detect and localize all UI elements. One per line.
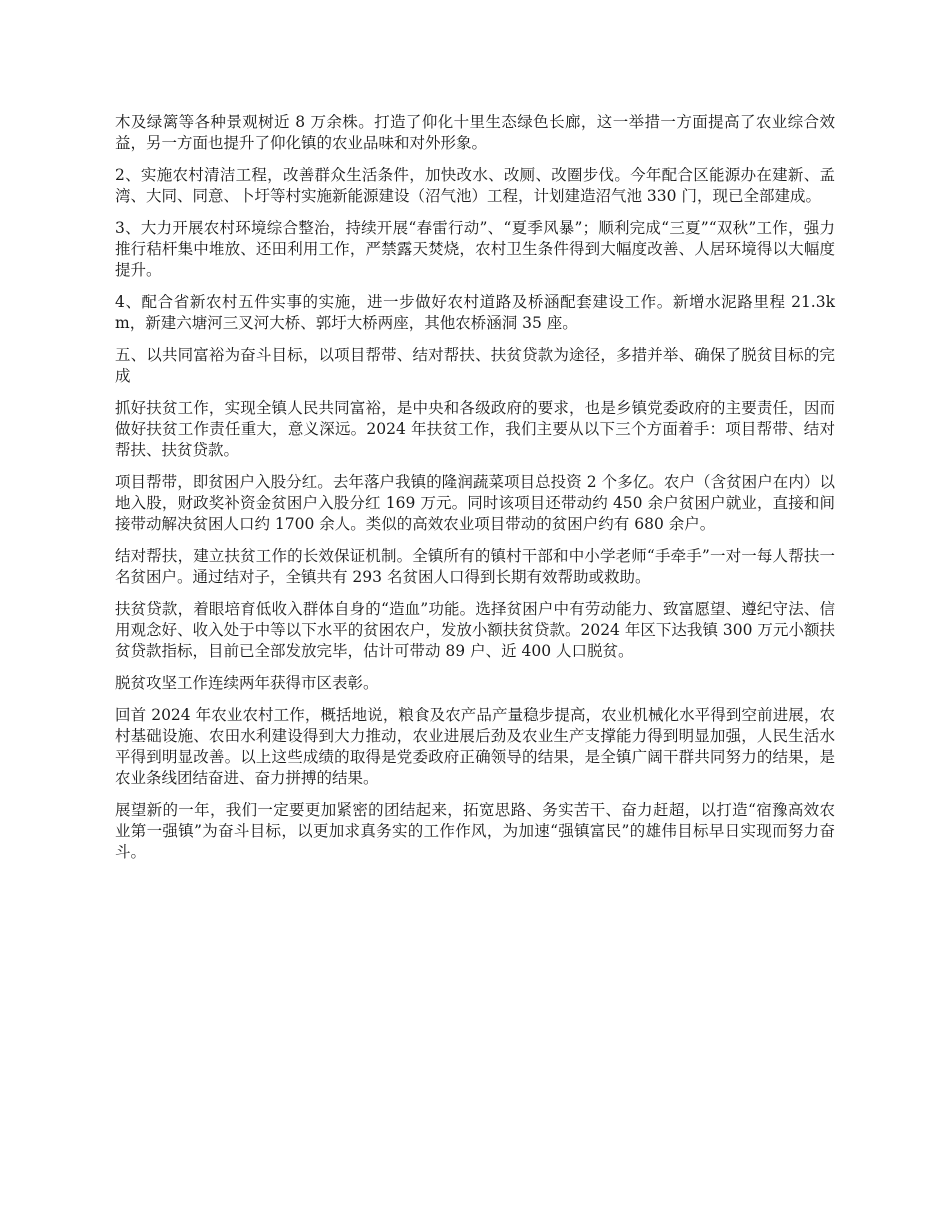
document-body <box>115 112 835 874</box>
paragraph-rural-cleaning: 2、实施农村清洁工程，改善群众生活条件，加快改水、改厕、改圈步伐。今年配合区能源办在建新、孟湾、大同、同意、卜圩等村实施新能源建设（沼气池）工程，计划建造沼气池 330 门，现已全部建成。 <box>115 166 835 205</box>
section-heading-poverty-alleviation: 五、以共同富裕为奋斗目标，以项目帮带、结对帮扶、扶贫贷款为途径，多措并举、确保了脱贫目标的完成 <box>115 346 835 385</box>
paragraph-poverty-work-overview: 抓好扶贫工作，实现全镇人民共同富裕，是中央和各级政府的要求，也是乡镇党委政府的主要责任，因而做好扶贫工作责任重大，意义深远。2024 年扶贫工作，我们主要从以下三个方面着手：项目帮带、结对帮扶、扶贫贷款。 <box>115 399 835 459</box>
paragraph-environment-rectification: 3、大力开展农村环境综合整治，持续开展“春雷行动”、“夏季风暴”；顺利完成“三夏”“双秋”工作，强力推行秸杆集中堆放、还田利用工作，严禁露天焚烧，农村卫生条件得到大幅度改善、人居环境得以大幅度提升。 <box>115 219 835 279</box>
paragraph-commendation: 脱贫攻坚工作连续两年获得市区表彰。 <box>115 674 379 692</box>
paragraph-poverty-loans: 扶贫贷款，着眼培育低收入群体自身的“造血”功能。选择贫困户中有劳动能力、致富愿望、遵纪守法、信用观念好、收入处于中等以下水平的贫困农户，发放小额扶贫贷款。2024 年区下达我镇 300 万元小额扶贫贷款指标，目前已全部发放完毕，估计可带动 89 户、近 400 人口脱贫。 <box>115 600 835 660</box>
paragraph-paired-assistance: 结对帮扶，建立扶贫工作的长效保证机制。全镇所有的镇村干部和中小学老师“手牵手”一对一每人帮扶一名贫困户。通过结对子，全镇共有 293 名贫困人口得到长期有效帮助或救助。 <box>115 547 835 586</box>
paragraph-landscape-trees: 木及绿篱等各种景观树近 8 万余株。打造了仰化十里生态绿色长廊，这一举措一方面提高了农业综合效益，另一方面也提升了仰化镇的农业品味和对外形象。 <box>115 113 835 152</box>
paragraph-road-bridge-construction: 4、配合省新农村五件实事的实施，进一步做好农村道路及桥涵配套建设工作。新增水泥路里程 21.3km，新建六塘河三叉河大桥、郭圩大桥两座，其他农桥涵洞 35 座。 <box>115 293 835 332</box>
paragraph-year-review: 回首 2024 年农业农村工作，概括地说，粮食及农产品产量稳步提高，农业机械化水平得到空前进展，农村基础设施、农田水利建设得到大力推动，农业进展后劲及农业生产支撑能力得到明显加强，人民生活水平得到明显改善。以上这些成绩的取得是党委政府正确领导的结果，是全镇广阔干群共同努力的结果，是农业条线团结奋进、奋力拼搏的结果。 <box>115 706 835 787</box>
paragraph-outlook: 展望新的一年，我们一定要更加紧密的团结起来，拓宽思路、务实苦干、奋力赶超，以打造“宿豫高效农业第一强镇”为奋斗目标，以更加求真务实的工作作风，为加速“强镇富民”的雄伟目标早日实现而努力奋斗。 <box>115 801 835 861</box>
paragraph-project-support: 项目帮带，即贫困户入股分红。去年落户我镇的隆润蔬菜项目总投资 2 个多亿。农户（含贫困户在内）以地入股，财政奖补资金贫困户入股分红 169 万元。同时该项目还带动约 450 余户贫困户就业，直接和间接带动解决贫困人口约 1700 余人。类似的高效农业项目带动的贫困户约有 680 余户。 <box>115 473 835 533</box>
